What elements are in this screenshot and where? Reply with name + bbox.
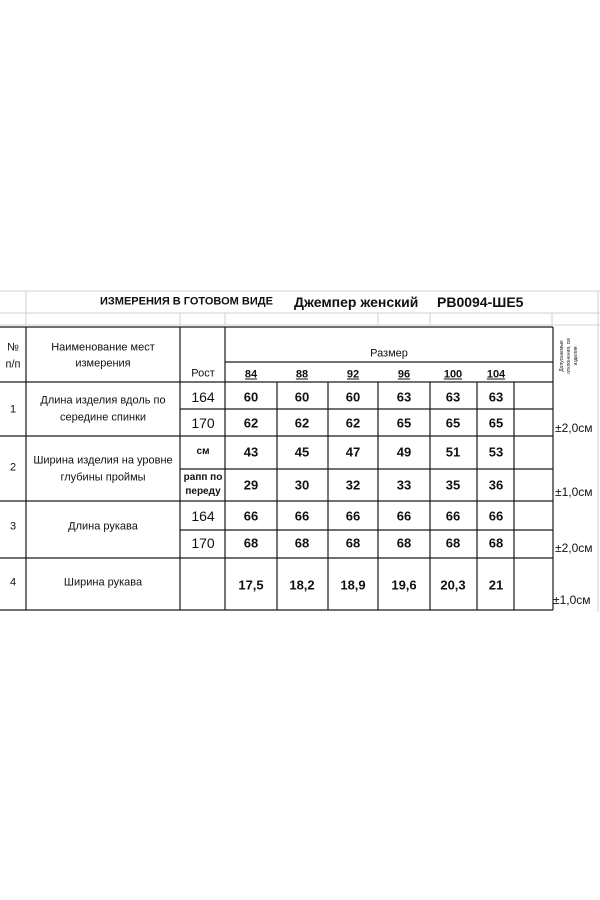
table-cell: 68	[345, 535, 361, 551]
column-header-number: №	[7, 341, 19, 354]
table-cell: 36	[488, 477, 504, 493]
table-cell: 62	[243, 415, 259, 431]
table-cell: 68	[488, 535, 504, 551]
table-cell: 45	[294, 444, 310, 460]
table-cell: 18,9	[340, 577, 366, 593]
table-cell: 19,6	[391, 577, 417, 593]
table-cell: 51	[445, 444, 461, 460]
table-cell: 63	[488, 389, 504, 405]
measurements-label: ИЗМЕРЕНИЯ В ГОТОВОМ ВИДЕ	[100, 295, 273, 308]
table-cell: 32	[345, 477, 361, 493]
height-value: 164	[191, 389, 215, 405]
row-name: Ширина изделия на уровне	[33, 454, 173, 467]
table-cell: 66	[243, 508, 259, 524]
size-header: 100	[443, 368, 463, 381]
table-cell: 66	[445, 508, 461, 524]
table-cell: 68	[243, 535, 259, 551]
column-header-tolerance-1: Допускаемые	[559, 340, 565, 372]
table-cell: 65	[445, 415, 461, 431]
table-cell: 49	[396, 444, 412, 460]
column-header-name-line2: измерения	[75, 357, 131, 370]
table-cell: 63	[396, 389, 412, 405]
table-cell: 21	[488, 577, 504, 593]
table-cell: 20,3	[440, 577, 466, 593]
measure-key-line2: переду	[185, 486, 221, 497]
height-value: 170	[191, 415, 215, 431]
table-cell: 35	[445, 477, 461, 493]
tolerance-value: ±1,0см	[555, 485, 593, 499]
table-cell: 17,5	[238, 577, 264, 593]
table-cell: 66	[396, 508, 412, 524]
row-name-line2: середине спинки	[59, 411, 147, 424]
table-cell: 68	[294, 535, 310, 551]
table-cell: 68	[445, 535, 461, 551]
table-cell: 60	[294, 389, 310, 405]
row-name: Длина рукава	[68, 520, 138, 533]
table-cell: 53	[488, 444, 504, 460]
measure-key: см	[196, 446, 210, 457]
table-cell: 60	[243, 389, 259, 405]
table-cell: 33	[396, 477, 412, 493]
article-number: РВ0094-ШЕ5	[437, 294, 524, 310]
table-cell: 63	[445, 389, 461, 405]
table-cell: 18,2	[289, 577, 315, 593]
table-cell: 68	[396, 535, 412, 551]
column-header-size: Размер	[370, 347, 408, 360]
table-cell: 60	[345, 389, 361, 405]
table-cell: 66	[294, 508, 310, 524]
size-header: 84	[244, 368, 258, 381]
height-value: 170	[191, 535, 215, 551]
product-title: Джемпер женский	[294, 294, 419, 310]
column-header-number-line2: п/п	[5, 358, 21, 371]
row-name-line2: глубины проймы	[60, 471, 146, 484]
table-cell: 66	[488, 508, 504, 524]
row-number: 1	[9, 403, 17, 416]
tolerance-value: ±2,0см	[555, 541, 593, 555]
size-header: 92	[346, 368, 360, 381]
table-cell: 62	[345, 415, 361, 431]
row-number: 4	[9, 576, 17, 589]
table-cell: 62	[294, 415, 310, 431]
table-cell: 47	[345, 444, 361, 460]
row-number: 3	[9, 520, 17, 533]
row-number: 2	[9, 461, 17, 474]
tolerance-value: ±1,0см	[553, 593, 591, 607]
column-header-name: Наименование мест	[51, 341, 155, 354]
column-header-tolerance-2: отклонения, см	[566, 338, 572, 374]
measure-key: рапп по	[183, 472, 223, 483]
table-cell: 66	[345, 508, 361, 524]
table-cell: 43	[243, 444, 259, 460]
table-cell: 65	[396, 415, 412, 431]
height-value: 164	[191, 508, 215, 524]
table-cell: 29	[243, 477, 259, 493]
column-header-height: Рост	[191, 367, 215, 380]
row-name: Ширина рукава	[63, 576, 143, 589]
table-cell: 65	[488, 415, 504, 431]
tolerance-value: ±2,0см	[555, 421, 593, 435]
size-header: 96	[397, 368, 411, 381]
size-header: 104	[486, 368, 506, 381]
table-cell: 30	[294, 477, 310, 493]
row-name: Длина изделия вдоль по	[40, 394, 166, 407]
size-header: 88	[295, 368, 309, 381]
column-header-tolerance-3: изделия	[573, 346, 579, 366]
